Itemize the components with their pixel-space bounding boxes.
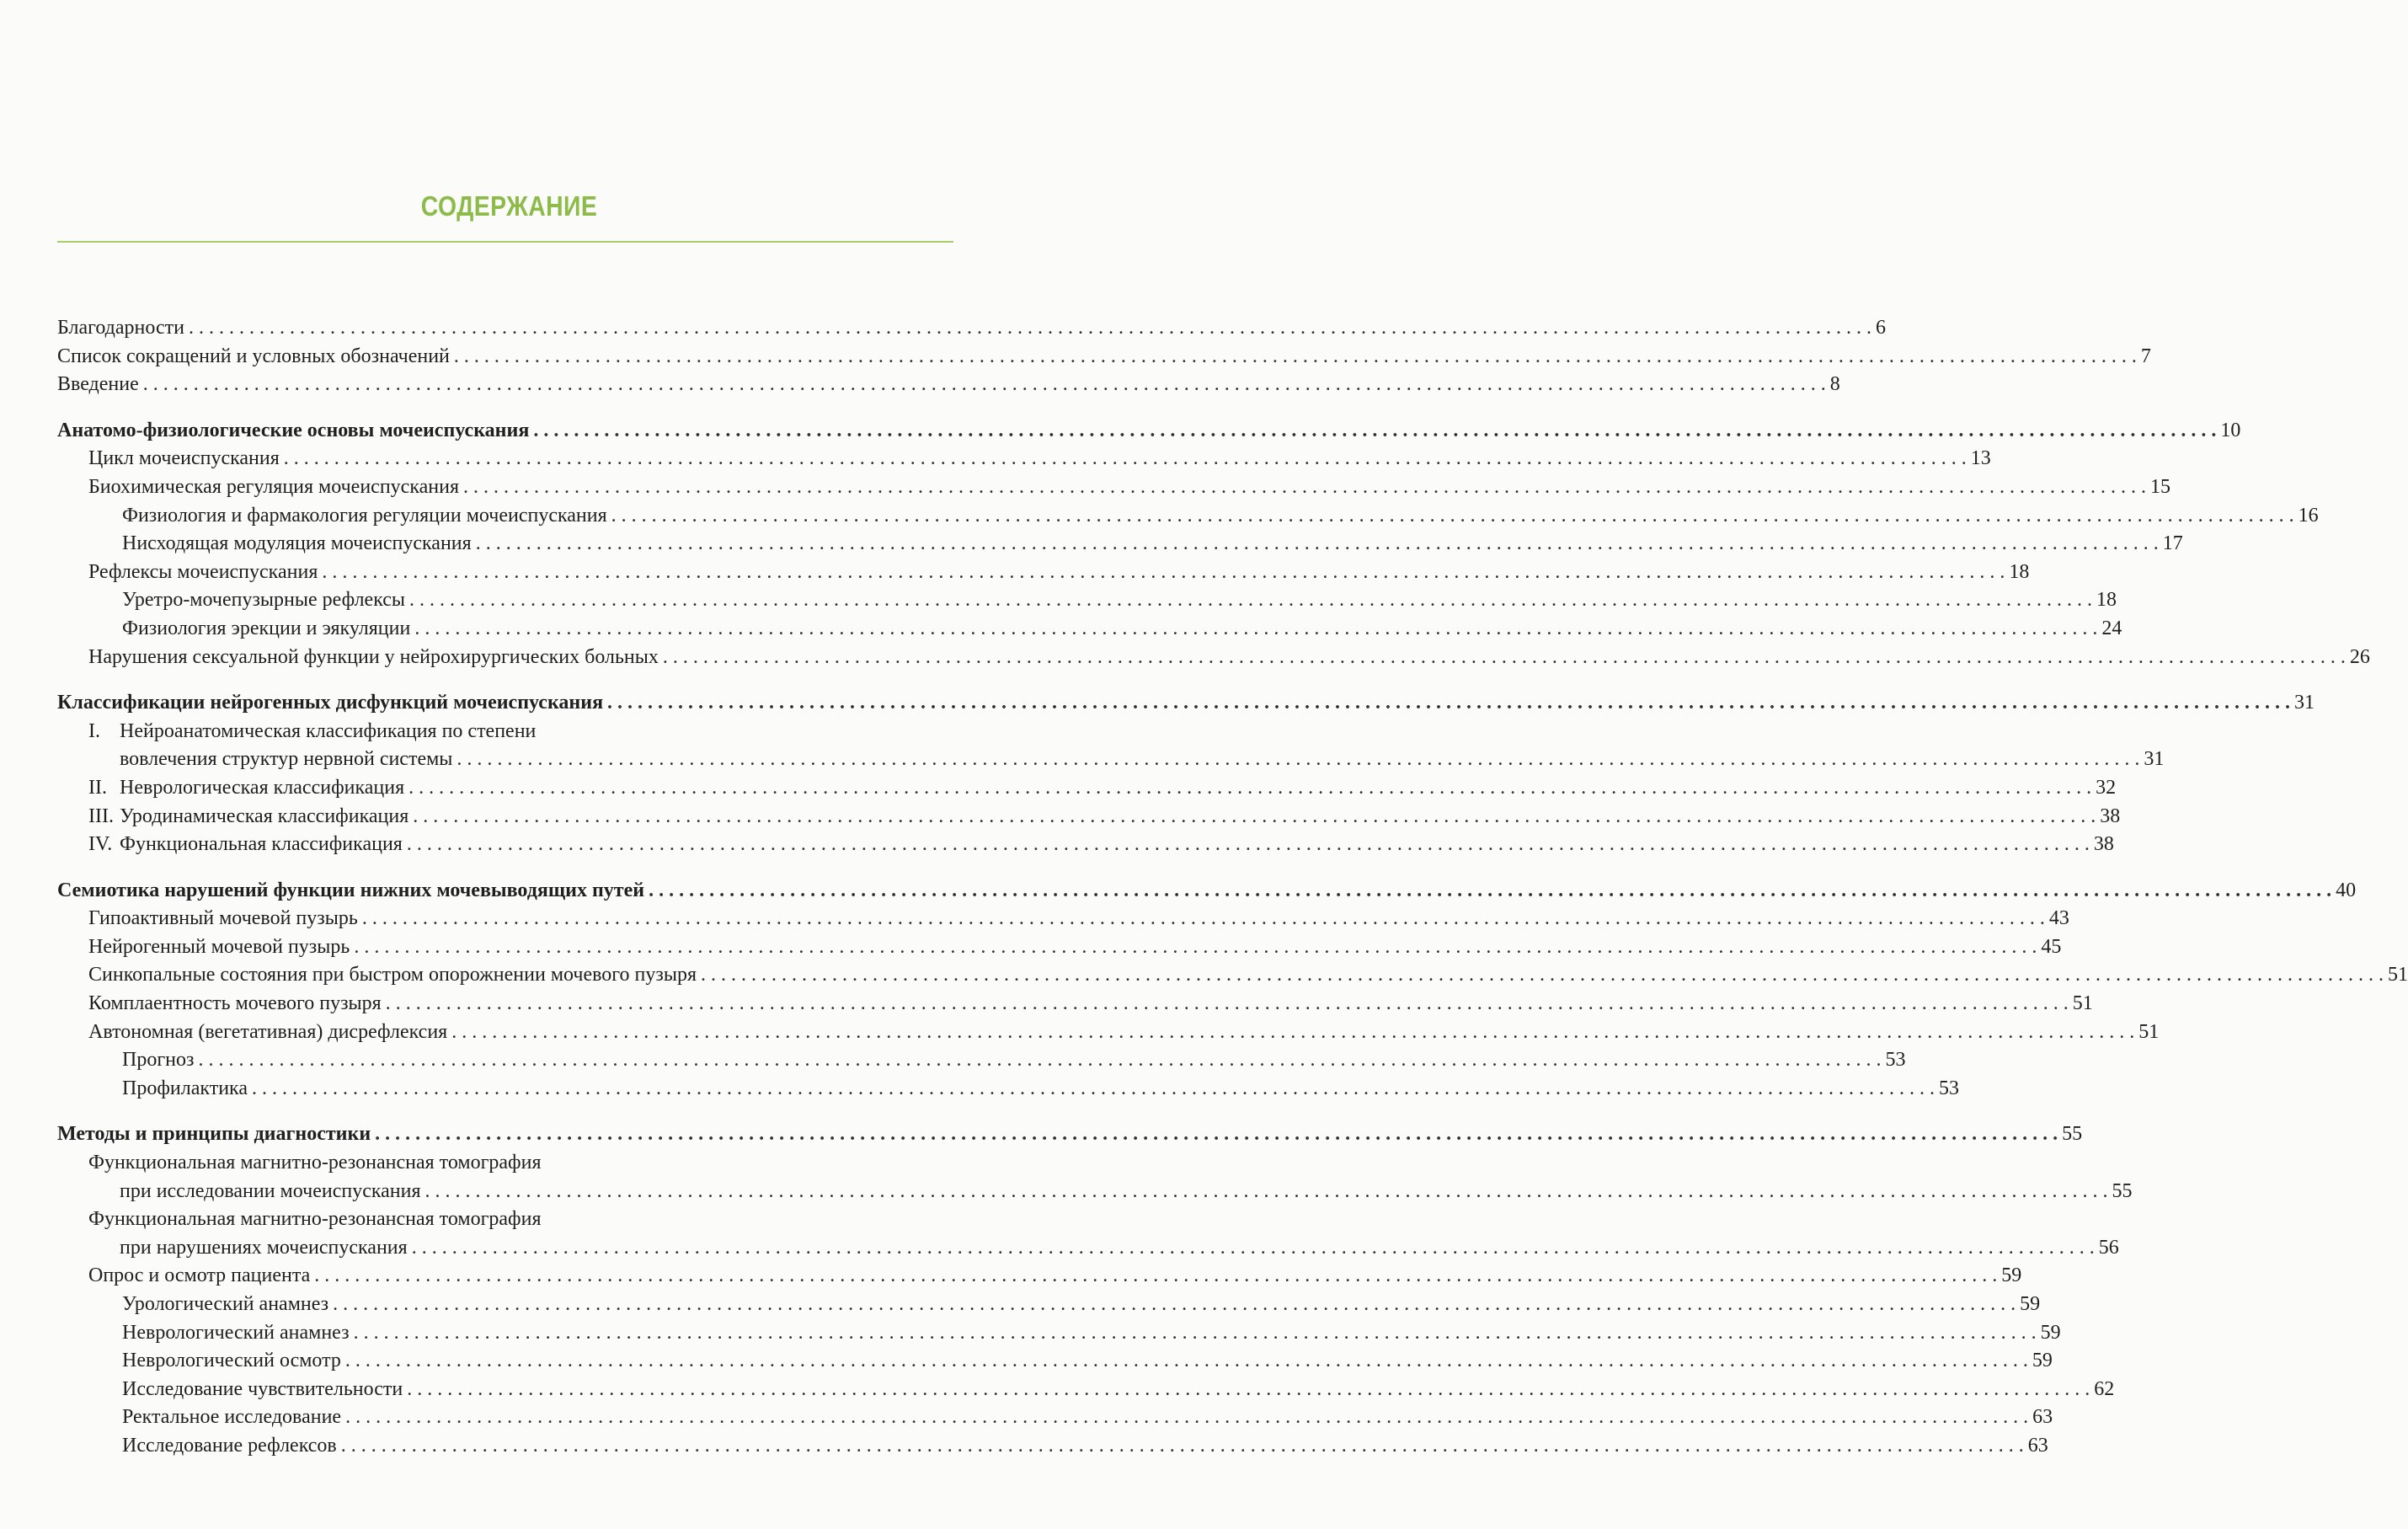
toc-entry-title: Неврологическая классификация bbox=[120, 776, 405, 799]
toc-entry-title: Гипоактивный мочевой пузырь bbox=[88, 907, 358, 930]
toc-page-number: 31 bbox=[2294, 692, 2315, 714]
toc-entry bbox=[57, 803, 2121, 831]
toc-entry-title: Список сокращений и условных обозначений bbox=[57, 345, 450, 367]
toc-entry bbox=[57, 445, 1991, 473]
leader-dots bbox=[607, 689, 2290, 718]
toc-entry bbox=[57, 1347, 2053, 1376]
leader-dots bbox=[143, 371, 1826, 399]
toc-entry-title: Опрос и осмотр пациента bbox=[88, 1264, 311, 1287]
toc-page-number: 6 bbox=[1875, 317, 1886, 339]
leader-dots bbox=[189, 314, 1871, 343]
toc-entry bbox=[57, 905, 2069, 933]
toc-entry bbox=[57, 644, 2370, 672]
toc-page-number: 51 bbox=[2072, 992, 2093, 1015]
toc-entry-title: Функциональная магнитно-резонансная томография bbox=[88, 1152, 542, 1174]
toc-page-number: 43 bbox=[2048, 907, 2069, 930]
leader-dots bbox=[322, 559, 2005, 587]
toc-entry-title: Биохимическая регуляция мочеиспускания bbox=[88, 475, 460, 498]
toc-page-number: 18 bbox=[2096, 589, 2117, 612]
leader-dots bbox=[345, 1347, 2028, 1376]
leader-dots bbox=[408, 774, 2091, 803]
toc-entry bbox=[57, 831, 2114, 859]
toc-page-number: 7 bbox=[2140, 345, 2151, 367]
leader-dots bbox=[354, 933, 2037, 962]
toc-entry-title: Семиотика нарушений функции нижних мочевыводящих путей bbox=[57, 879, 645, 901]
toc-entry-title: Автономная (вегетативная) дисрефлексия bbox=[88, 1020, 448, 1043]
toc-page-number: 63 bbox=[2032, 1406, 2053, 1429]
toc-entry bbox=[57, 1120, 2083, 1149]
toc-page-number: 59 bbox=[2032, 1350, 2053, 1372]
toc-entry-title: Анатомо-физиологические основы мочеиспускания bbox=[57, 419, 530, 441]
toc-entry-title: Неврологический осмотр bbox=[122, 1350, 341, 1372]
toc-entry bbox=[57, 1149, 2133, 1206]
toc-page-number: 53 bbox=[1885, 1049, 1906, 1072]
leader-dots bbox=[701, 961, 2384, 990]
toc-entry bbox=[57, 1291, 2041, 1319]
toc-entry bbox=[57, 417, 2241, 446]
toc-page-number: 8 bbox=[1829, 373, 1840, 396]
toc-page-number: 26 bbox=[2349, 645, 2370, 668]
leader-dots bbox=[409, 586, 2092, 615]
table-of-contents bbox=[57, 314, 2408, 1461]
leader-dots bbox=[412, 1234, 2095, 1263]
toc-entry-number: I. bbox=[88, 719, 100, 742]
toc-page-number: 56 bbox=[2098, 1236, 2119, 1259]
toc-entry bbox=[57, 1262, 2022, 1291]
toc-page-number: 45 bbox=[2041, 935, 2062, 958]
toc-page-number: 18 bbox=[2009, 560, 2030, 583]
leader-dots bbox=[341, 1432, 2024, 1461]
toc-entry-title: Синкопальные состояния при быстром опорожнении мочевого пузыря bbox=[88, 964, 697, 986]
toc-entry-title: Нейроанатомическая классификация по степени bbox=[120, 719, 537, 742]
leader-dots bbox=[407, 831, 2090, 859]
toc-entry-title: Функциональная магнитно-резонансная томография bbox=[88, 1208, 542, 1231]
leader-dots bbox=[413, 803, 2096, 831]
toc-entry-title: Неврологический анамнез bbox=[122, 1321, 350, 1344]
leader-dots bbox=[252, 1075, 1935, 1104]
leader-dots bbox=[386, 990, 2069, 1018]
toc-entry bbox=[57, 1075, 1959, 1104]
toc-page-number: 38 bbox=[2100, 805, 2121, 827]
toc-entry bbox=[57, 473, 2171, 502]
toc-entry bbox=[57, 586, 2117, 615]
toc-page-number: 51 bbox=[2388, 964, 2408, 986]
leader-dots bbox=[476, 530, 2159, 559]
leader-dots bbox=[463, 473, 2146, 502]
toc-entry bbox=[57, 933, 2062, 962]
page-title: СОДЕРЖАНИЕ bbox=[420, 190, 598, 222]
toc-page-number: 55 bbox=[2062, 1123, 2083, 1146]
toc-page-number: 16 bbox=[2298, 504, 2319, 527]
toc-entry bbox=[57, 615, 2122, 644]
toc-page-number: 55 bbox=[2112, 1179, 2133, 1202]
toc-entry bbox=[57, 343, 2151, 372]
toc-page-number: 38 bbox=[2093, 833, 2114, 856]
toc-entry-title: Уродинамическая классификация bbox=[120, 805, 409, 827]
toc-page-number: 63 bbox=[2027, 1434, 2048, 1457]
toc-page-number: 59 bbox=[2040, 1321, 2061, 1344]
toc-entry bbox=[57, 1376, 2115, 1404]
toc-entry bbox=[57, 1319, 2061, 1348]
leader-dots bbox=[611, 502, 2294, 531]
leader-dots bbox=[663, 644, 2346, 672]
toc-page-number: 32 bbox=[2096, 776, 2117, 799]
leader-dots bbox=[454, 343, 2137, 372]
toc-entry-number: II. bbox=[88, 776, 107, 799]
toc-entry-title-continuation: при исследовании мочеиспускания bbox=[120, 1179, 421, 1202]
toc-entry-title: Ректальное исследование bbox=[122, 1406, 342, 1429]
leader-dots bbox=[284, 445, 1967, 473]
leader-dots bbox=[354, 1319, 2037, 1348]
leader-dots bbox=[407, 1376, 2090, 1404]
toc-entry-title: Исследование чувствительности bbox=[122, 1377, 403, 1400]
leader-dots bbox=[345, 1403, 2028, 1432]
toc-page-number: 15 bbox=[2150, 475, 2171, 498]
toc-page-number: 17 bbox=[2162, 532, 2183, 555]
toc-entry bbox=[57, 530, 2183, 559]
toc-page-number: 13 bbox=[1970, 447, 1991, 470]
toc-entry bbox=[57, 314, 1886, 343]
toc-entry-title: Цикл мочеиспускания bbox=[88, 447, 280, 470]
toc-page-number: 24 bbox=[2101, 617, 2122, 639]
toc-entry-title: Рефлексы мочеиспускания bbox=[88, 560, 318, 583]
toc-entry-title: Урологический анамнез bbox=[122, 1293, 329, 1315]
toc-entry bbox=[57, 689, 2315, 718]
toc-entry-title: Физиология эрекции и эякуляции bbox=[122, 617, 411, 639]
leader-dots bbox=[414, 615, 2097, 644]
toc-entry-title: Исследование рефлексов bbox=[122, 1434, 337, 1457]
toc-page-number: 51 bbox=[2138, 1020, 2160, 1043]
toc-page-number: 59 bbox=[2020, 1293, 2041, 1315]
toc-entry-title: Профилактика bbox=[122, 1077, 248, 1099]
toc-entry bbox=[57, 718, 2165, 774]
leader-dots bbox=[375, 1120, 2058, 1149]
toc-page-number: 40 bbox=[2336, 879, 2357, 901]
toc-entry-title: Физиология и фармакология регуляции мочеиспускания bbox=[122, 504, 607, 527]
toc-entry-title: Уретро-мочепузырные рефлексы bbox=[122, 589, 406, 612]
toc-entry-number: III. bbox=[88, 805, 114, 827]
leader-dots bbox=[362, 905, 2045, 933]
toc-entry bbox=[57, 961, 2408, 990]
toc-entry bbox=[57, 1206, 2119, 1262]
toc-entry-title: Функциональная классификация bbox=[120, 833, 403, 856]
leader-dots bbox=[314, 1262, 1997, 1291]
toc-entry-title: Методы и принципы диагностики bbox=[57, 1123, 371, 1146]
leader-dots bbox=[425, 1178, 2108, 1206]
toc-page-number: 62 bbox=[2094, 1377, 2115, 1400]
leader-dots bbox=[199, 1046, 1882, 1075]
toc-entry bbox=[57, 502, 2319, 531]
toc-entry bbox=[57, 774, 2117, 803]
toc-entry-title: Благодарности bbox=[57, 317, 184, 339]
leader-dots bbox=[533, 417, 2216, 446]
toc-entry-title: Нисходящая модуляция мочеиспускания bbox=[122, 532, 472, 555]
toc-page-number: 31 bbox=[2144, 748, 2165, 771]
toc-entry-title: Нарушения сексуальной функции у нейрохирургических больных bbox=[88, 645, 659, 668]
toc-entry-title: Комплаентность мочевого пузыря bbox=[88, 992, 382, 1015]
toc-entry bbox=[57, 877, 2357, 906]
toc-entry-title-continuation: при нарушениях мочеиспускания bbox=[120, 1236, 408, 1259]
leader-dots bbox=[649, 877, 2331, 906]
toc-entry-title: Классификации нейрогенных дисфункций мочеиспускания bbox=[57, 692, 604, 714]
toc-entry bbox=[57, 371, 1840, 399]
toc-entry-title-continuation: вовлечения структур нервной системы bbox=[120, 748, 453, 771]
toc-entry bbox=[57, 1403, 2053, 1432]
toc-page-number: 53 bbox=[1938, 1077, 1959, 1099]
toc-entry bbox=[57, 1432, 2048, 1461]
toc-entry-title: Прогноз bbox=[122, 1049, 195, 1072]
leader-dots bbox=[451, 1018, 2134, 1047]
leader-dots bbox=[457, 746, 2139, 774]
toc-entry bbox=[57, 559, 2030, 587]
toc-entry bbox=[57, 1046, 1906, 1075]
toc-entry-title: Нейрогенный мочевой пузырь bbox=[88, 935, 350, 958]
toc-entry-title: Введение bbox=[57, 373, 139, 396]
toc-entry bbox=[57, 990, 2093, 1018]
toc-entry bbox=[57, 1018, 2160, 1047]
leader-dots bbox=[333, 1291, 2016, 1319]
toc-entry-number: IV. bbox=[88, 833, 113, 856]
toc-page-number: 10 bbox=[2220, 419, 2241, 441]
toc-page-number: 59 bbox=[2001, 1264, 2022, 1287]
title-rule bbox=[57, 241, 953, 243]
